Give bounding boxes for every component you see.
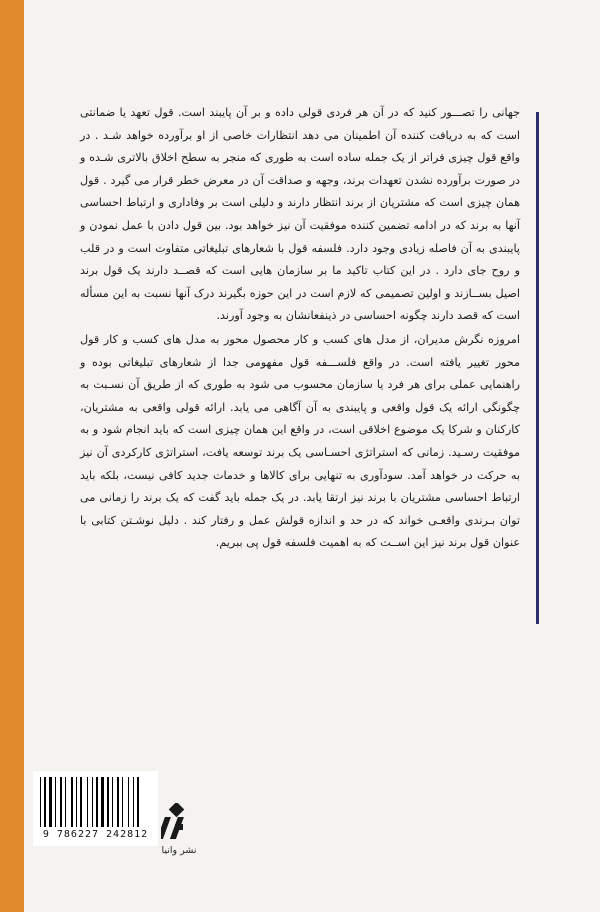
publisher-logo-icon bbox=[161, 803, 195, 843]
book-spine-strip bbox=[0, 0, 24, 912]
blurb-paragraph-1: جهانی را تصـــور کنید که در آن هر فردی قولی داده و بر آن پایبند است. قول تعهد یا ضمانتی است که به دریافت کننده آن اطمینان می دهد انتظارات خاصی از او برآورده خواهد شـد . در واقع قول چیزی فراتر از یک جمله ساده است به طوری که منجر به سطح اخلاق بالاتری شـده و در صورت برآورده نشدن تعهدات برند، وجهه و صداقت آن در معرض خطر قرار می گیرد . قول همان چیزی است که مشتریان از برند انتظار دارند و دلیلی است بر وفاداری و ارتباط احساسی آنها به برند که در ادامه تضمین کننده موفقیت آن نیز خواهد بود. بین قول دادن با عمل نمودن و پایبندی به آن فاصله زیادی وجود دارد. فلسفه قول با شعارهای تبلیغاتی متفاوت است و در قلب و روح جای دارد . در این کتاب تاکید ما بر سازمان هایی است که قصــد دارند یک قول برند اصیل بســازند و اولین تصمیمی که لازم است در این حوزه بگیرند درک آنها نسبت به این مسأله است که قصد دارند چگونه احساسی در ذینفعانشان به وجود آورند. bbox=[80, 106, 520, 323]
publisher-name: نشر وانیا bbox=[161, 845, 197, 856]
barcode-bars bbox=[38, 777, 153, 827]
isbn-barcode bbox=[33, 771, 158, 846]
vertical-accent-rule bbox=[536, 112, 539, 624]
blurb-paragraph-2: امروزه نگرش مدیران، از مدل های کسب و کار محصول محور به مدل های کسب و کار قول محور تغییر یافته است. در واقع فلســـفه قول مفهومی جدا از شعارهای تبلیغاتی بوده و راهنمایی عملی برای هر فرد یا سازمان محسوب می شود به طوری که از طریق آن نسـبت به چگونگی ارائه یک قول واقعی و پایبندی به آن آگاهی می یابد. ارائه قولی واقعی به مشتریان، کارکنان و شرکا یک موضوع اخلاقی است، در واقع این همان چیزی است که باید انجام شود و به موفقیت رسـید. زمانی که استراتژی احسـاسی یک برند توسعه یافت، استراتژی کارکردی آن نیز به حرکت در خواهد آمد. سودآوری به تنهایی برای کالاها و خدمات جدید کافی نیست، بلکه باید ارتباط احساسی مشتریان با برند نیز ارتقا یابد. در یک جمله باید گفت که یک برند را زمانی می توان بـرندی واقعـی خواند که در حد و اندازه قولش عمل و رفتار کند . دلیل نوشـتن کتابی با عنوان قول برند نیز این اســت که به اهمیت فلسفه قول پی ببریم. bbox=[80, 332, 520, 550]
blurb-text-block bbox=[80, 102, 520, 555]
isbn-number: 9 786227 242812 bbox=[42, 829, 149, 840]
